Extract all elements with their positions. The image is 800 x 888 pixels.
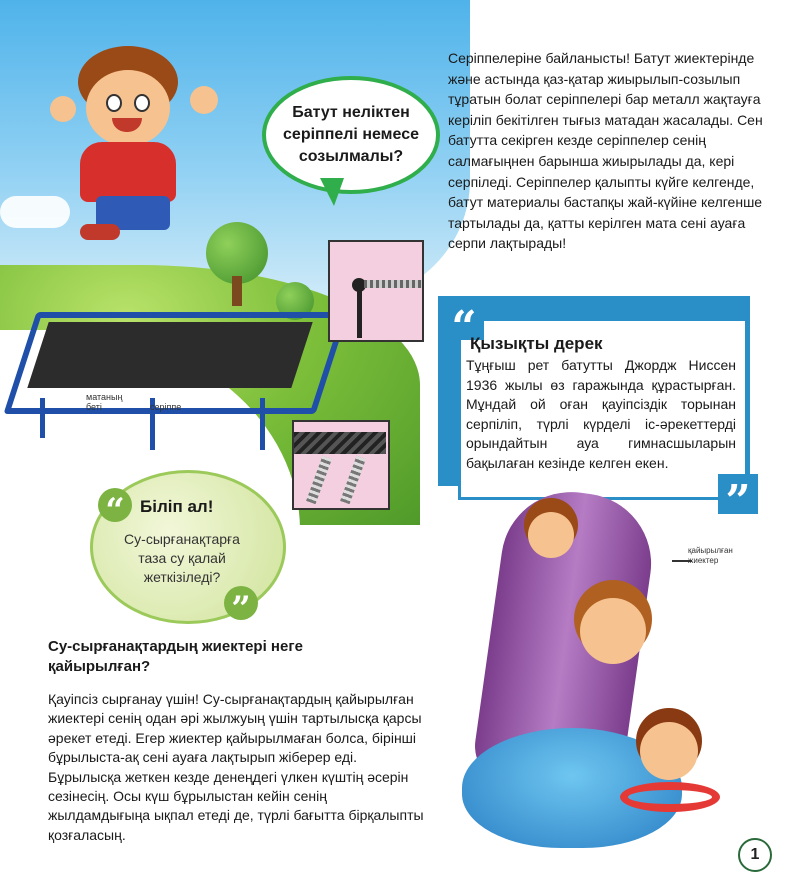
spring-hook-inset [292,420,390,510]
bubble-tail [320,178,344,206]
kid-on-slide [580,598,646,664]
trampoline-frame [3,312,348,414]
question-speech-bubble [262,76,440,194]
kid-on-slide [528,512,574,558]
fact-box-title: Қызықты дерек [470,334,603,353]
trampoline-leg [40,398,45,438]
bubble-question-text: Батут неліктен серіппелі немесе созылмалы? [283,104,419,165]
spring-detail-inset [328,240,424,342]
open-quote-icon: “ [98,488,132,522]
kid-in-water [640,722,698,780]
trampoline-leg [260,398,265,450]
jumping-boy-illustration [50,46,240,256]
intro-paragraph: Серіппелеріне байланысты! Батут жиектерінде және астында қаз-қатар жиырылып-созылып тұратын болат серіппелері бар металл жақтауға керіліп бекітілген тығыз матадан жасалады. Сен батутта секірген кезде серіппелер сенің салмағыңнен барынша жиырылады да, кері серпіледі. Серіппелер қалыпты күйге келгенде, батут материалы бастапқы жай-күйіне келгенше тартылады да, қатты керілген мата сені ауаға серпи лақтырады! [448,50,763,252]
spring-label: серіппе [150,402,182,412]
mat-surface-label: матаның беті [86,392,123,412]
open-quote-icon: “ [444,300,484,340]
tree-trunk [232,276,242,306]
page-number: 1 [738,838,772,872]
fact-box-text: Тұңғыш рет батутты Джордж Ниссен 1936 жылы өз гаражында құрастырған. Мұндай ой оған қауіпсіздік торынан серпіліп, түрлі күрделі іс-әрекеттерді орындайтын ауа гимнасшыларын бақылаған кезінде келген екен. [466,357,736,471]
curved-edges-label: қайырылған жиектер [688,546,733,565]
swim-ring [620,782,720,812]
article-heading: Су-сырғанақтардың жиектері неге қайырылған? [48,638,303,675]
know-it-title: Біліп ал! [140,497,214,516]
know-it-question: Су-сырғанақтарға таза су қалай жеткізіледі? [124,531,240,585]
article-paragraph: Қауіпсіз сырғанау үшін! Су-сырғанақтардың қайырылған жиектері сенің одан әрі жылжуың үшін тартылысқа қарсы әрекет етеді. Егер жиектер қайырылмаған болса, бірінші бұрылыста-ақ сені ауаға лақтырып жіберер еді. Бұрылысқа жеткен кезде денеңдегі үлкен күштің әсерін сезінесің. Осы күш бұрылыстан кейін сенің жылдамдығыңа ықпал етеді де, түрлі бағытта бірқалыпты қозғаласың. [48,691,424,843]
close-quote-icon: ” [224,586,258,620]
close-quote-icon: ” [718,474,758,514]
